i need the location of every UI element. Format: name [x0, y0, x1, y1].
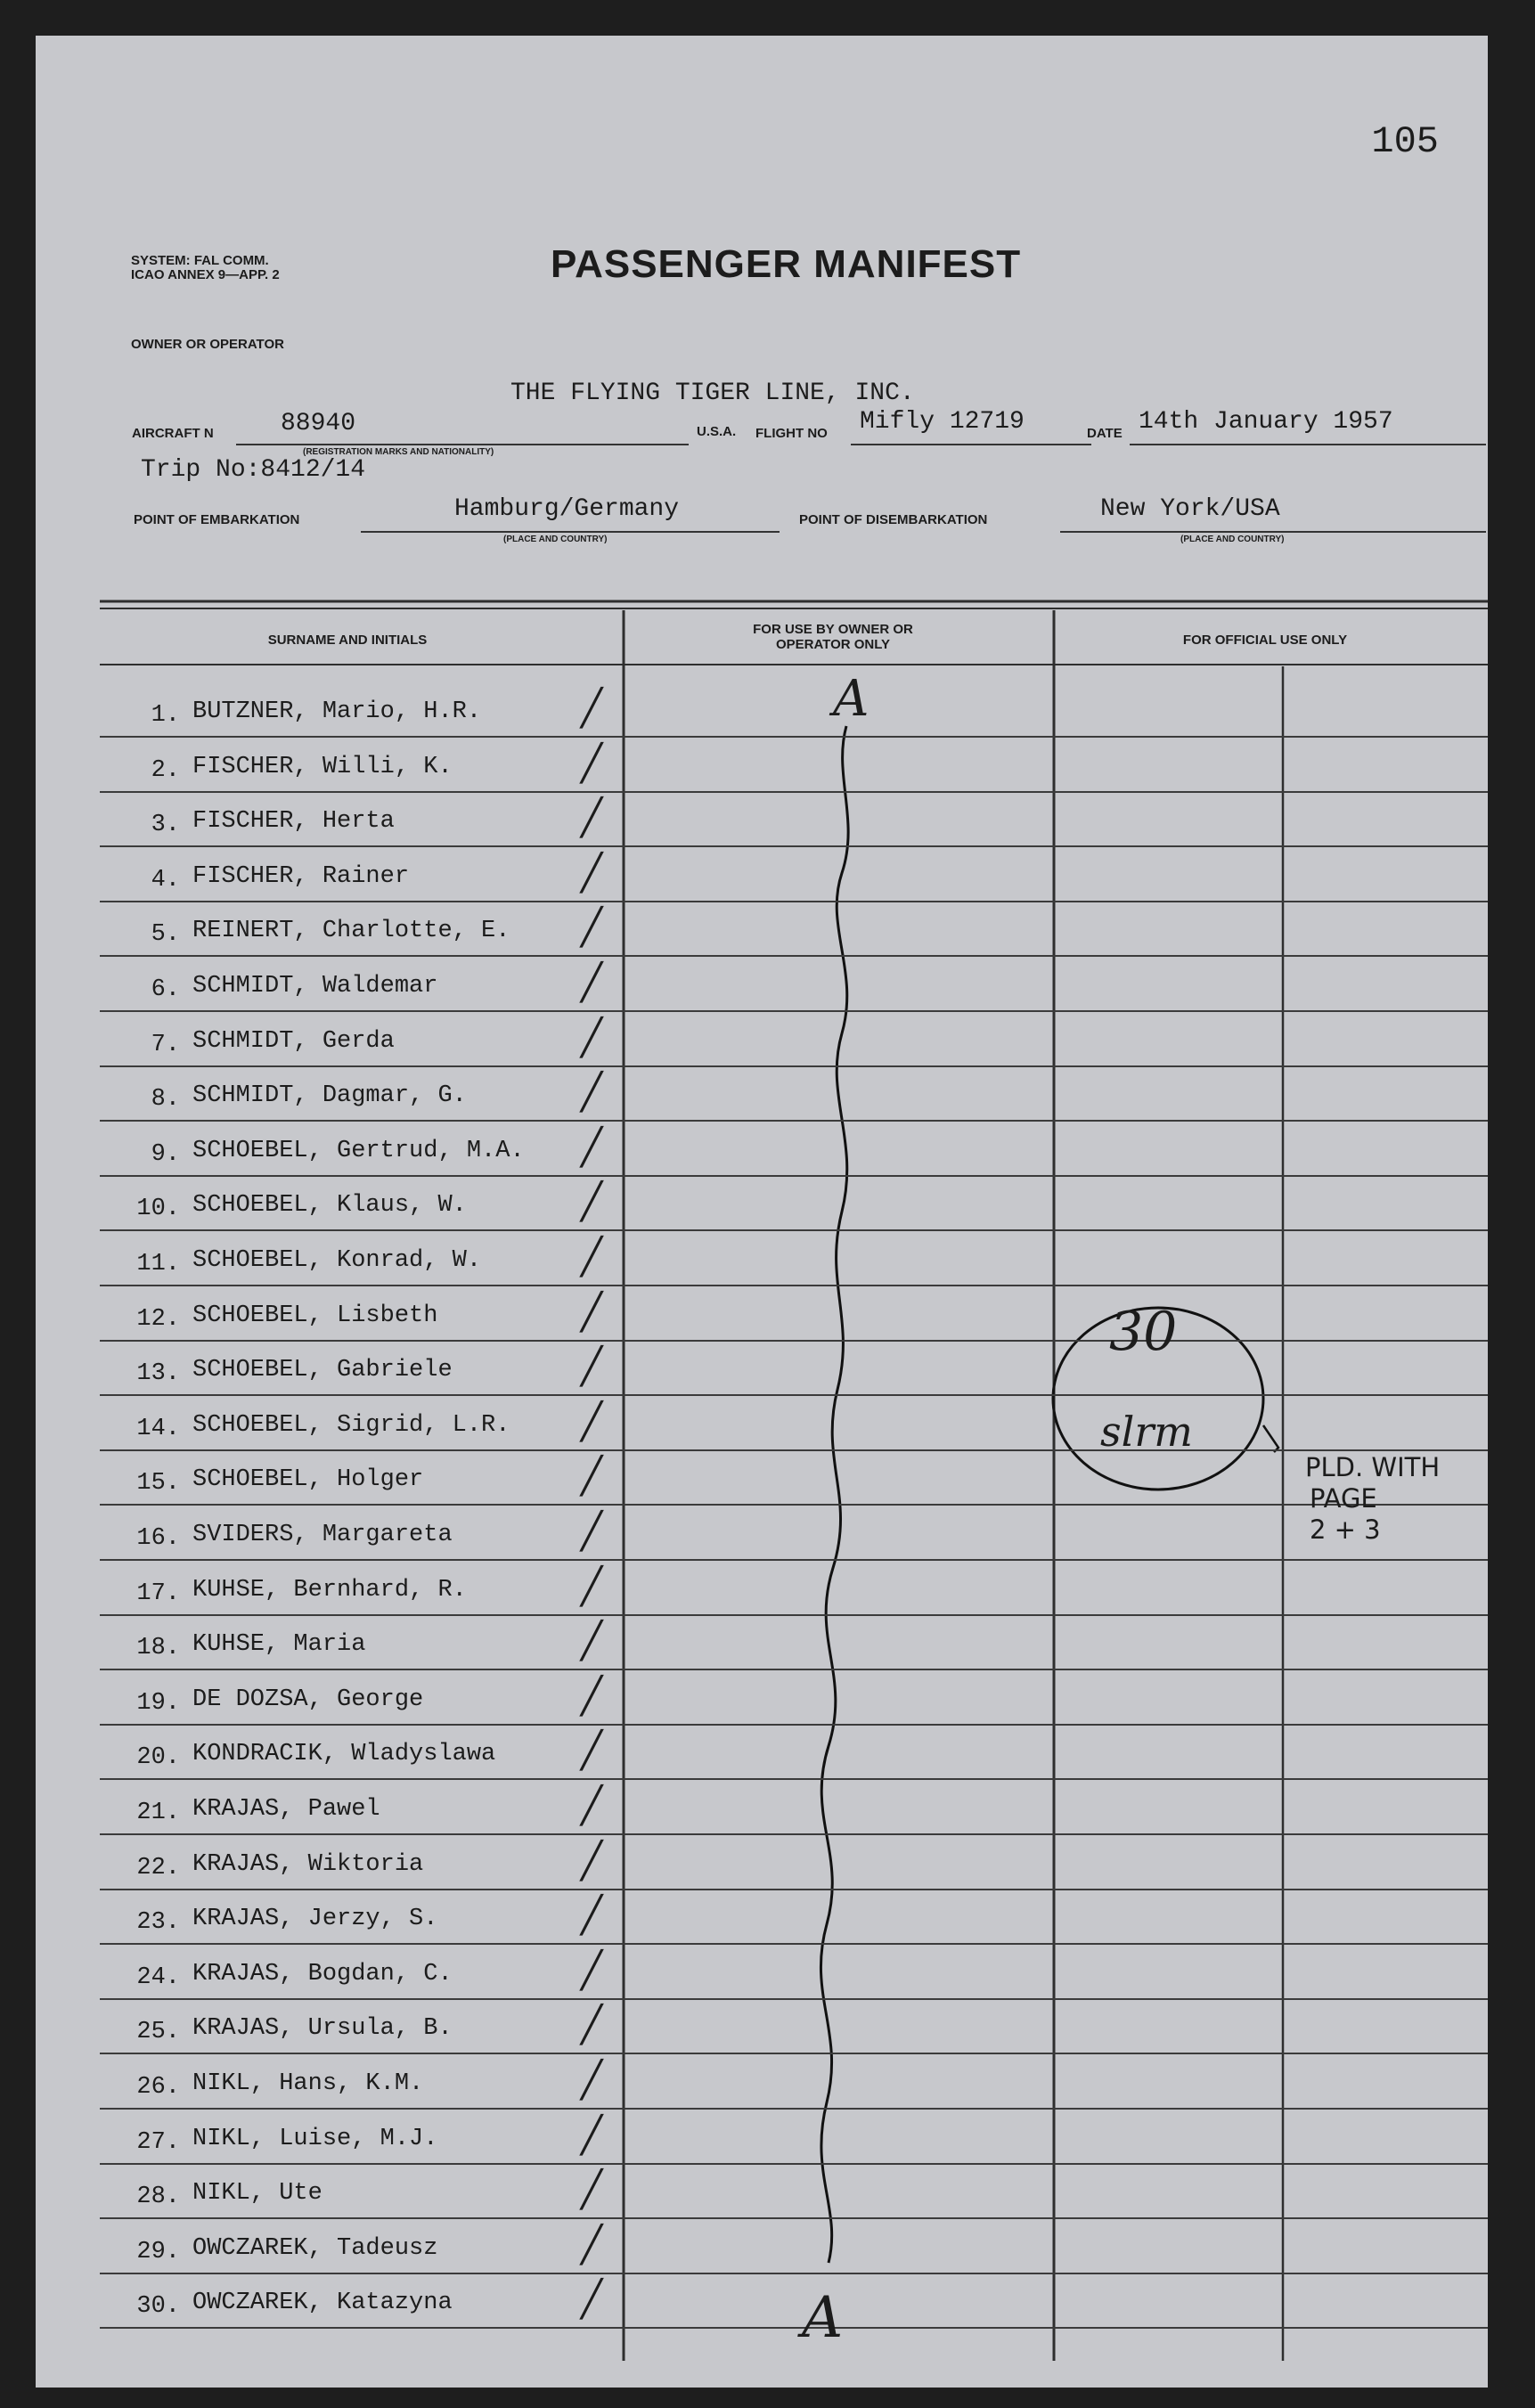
check-mark-icon: ╱ [581, 1181, 603, 1223]
check-mark-icon: ╱ [581, 962, 603, 1003]
flight-value: Mifly 12719 [860, 408, 1025, 436]
passenger-number: 1. [151, 702, 180, 729]
check-mark-icon: ╱ [581, 1785, 603, 1826]
column-header-owner: FOR USE BY OWNER OR OPERATOR ONLY [753, 622, 913, 652]
disembarkation-label: POINT OF DISEMBARKATION [799, 512, 988, 527]
owner-mark-bottom: A [802, 2285, 844, 2351]
note-line-1: PLD. WITH [1305, 1452, 1441, 1482]
aircraft-value: 88940 [281, 410, 356, 437]
row-rule [100, 1340, 1488, 1342]
passenger-name: FISCHER, Herta [192, 808, 395, 836]
passenger-name: KRAJAS, Wiktoria [192, 1850, 424, 1878]
passenger-name: SCHOEBEL, Lisbeth [192, 1302, 438, 1329]
passenger-number: 2. [151, 756, 180, 784]
passenger-number: 19. [136, 1689, 180, 1717]
check-mark-icon: ╱ [581, 1072, 603, 1114]
check-mark-icon: ╱ [581, 1456, 603, 1498]
check-mark-icon: ╱ [581, 852, 603, 894]
passenger-number: 21. [136, 1800, 180, 1826]
passenger-name: REINERT, Charlotte, E. [192, 918, 510, 945]
check-mark-icon: ╱ [581, 1949, 603, 1991]
check-mark-icon: ╱ [581, 1237, 603, 1277]
passenger-number: 22. [136, 1854, 180, 1882]
check-mark-icon: ╱ [581, 2114, 603, 2156]
passenger-name: NIKL, Ute [192, 2180, 323, 2208]
row-rule [100, 1229, 1488, 1231]
system-line-2: ICAO ANNEX 9—APP. 2 [131, 267, 280, 282]
row-rule [100, 1504, 1488, 1506]
passenger-number: 7. [151, 1031, 180, 1058]
page-number: 105 [1371, 120, 1439, 163]
row-rule [100, 1889, 1488, 1890]
row-rule [100, 2327, 1488, 2329]
row-rule [100, 1285, 1488, 1286]
trip-number: Trip No:8412/14 [141, 456, 366, 484]
passenger-name: SCHOEBEL, Sigrid, L.R. [192, 1411, 510, 1439]
passenger-number: 24. [136, 1963, 180, 1991]
check-mark-icon: ╱ [581, 1400, 603, 1442]
passenger-name: FISCHER, Willi, K. [192, 753, 453, 780]
owner-value: THE FLYING TIGER LINE, INC. [510, 380, 915, 407]
passenger-name: BUTZNER, Mario, H.R. [192, 698, 482, 725]
passenger-name: KRAJAS, Bogdan, C. [192, 1960, 453, 1988]
passenger-number: 16. [136, 1525, 180, 1552]
row-rule [100, 1394, 1488, 1396]
check-mark-icon: ╱ [581, 1126, 603, 1168]
embarkation-caption: (PLACE AND COUNTRY) [503, 535, 608, 544]
row-rule [100, 955, 1488, 957]
passenger-name: SCHOEBEL, Gabriele [192, 1357, 453, 1384]
manifest-sheet [36, 36, 1488, 2388]
check-mark-icon: ╱ [581, 1346, 603, 1388]
row-rule [100, 2217, 1488, 2219]
passenger-name: SVIDERS, Margareta [192, 1522, 453, 1548]
passenger-name: SCHOEBEL, Gertrud, M.A. [192, 1137, 525, 1164]
row-rule [100, 1010, 1488, 1012]
passenger-number: 14. [136, 1415, 180, 1442]
check-mark-icon: ╱ [581, 1675, 603, 1717]
passenger-name: SCHMIDT, Dagmar, G. [192, 1082, 467, 1110]
row-rule [100, 1120, 1488, 1122]
passenger-name: NIKL, Luise, M.J. [192, 2125, 438, 2152]
check-mark-icon: ╱ [581, 2224, 603, 2265]
note-line-3: 2 + 3 [1310, 1514, 1381, 1545]
passenger-name: KRAJAS, Pawel [192, 1796, 380, 1823]
passenger-name: OWCZAREK, Tadeusz [192, 2234, 438, 2262]
passenger-number: 28. [136, 2184, 180, 2211]
passenger-number: 9. [151, 1140, 180, 1168]
check-mark-icon: ╱ [581, 2169, 603, 2211]
check-mark-icon: ╱ [581, 2279, 603, 2321]
check-mark-icon: ╱ [581, 2060, 603, 2101]
check-mark-icon: ╱ [581, 1620, 603, 1662]
row-rule [100, 791, 1488, 793]
row-rule [100, 2053, 1488, 2054]
check-mark-icon: ╱ [581, 907, 603, 949]
passenger-name: SCHOEBEL, Holger [192, 1466, 424, 1494]
aircraft-label: AIRCRAFT N [132, 426, 214, 441]
passenger-name: KONDRACIK, Wladyslawa [192, 1741, 496, 1768]
passenger-number: 3. [151, 812, 180, 839]
passenger-number: 25. [136, 2019, 180, 2046]
form-title: PASSENGER MANIFEST [551, 242, 1022, 286]
circled-count: 30 [1109, 1301, 1178, 1363]
passenger-number: 18. [136, 1635, 180, 1662]
passenger-number: 12. [136, 1305, 180, 1333]
passenger-name: KUHSE, Maria [192, 1631, 366, 1659]
row-rule [100, 1559, 1488, 1561]
row-rule [100, 2108, 1488, 2110]
registration-caption: (REGISTRATION MARKS AND NATIONALITY) [303, 447, 494, 457]
passenger-number: 15. [136, 1470, 180, 1498]
row-rule [100, 1833, 1488, 1835]
disembarkation-caption: (PLACE AND COUNTRY) [1180, 535, 1285, 544]
check-mark-icon: ╱ [581, 1565, 603, 1607]
passenger-name: SCHOEBEL, Klaus, W. [192, 1192, 467, 1220]
row-rule [100, 1175, 1488, 1177]
row-rule [100, 1943, 1488, 1945]
row-rule [100, 1449, 1488, 1451]
flight-label: FLIGHT NO [755, 426, 828, 441]
passenger-name: OWCZAREK, Katazyna [192, 2290, 453, 2317]
passenger-number: 26. [136, 2074, 180, 2101]
row-rule [100, 901, 1488, 902]
check-mark-icon: ╱ [581, 1730, 603, 1772]
passenger-number: 8. [151, 1086, 180, 1114]
check-mark-icon: ╱ [581, 797, 603, 839]
passenger-number: 23. [136, 1909, 180, 1937]
check-mark-icon: ╱ [581, 2004, 603, 2046]
passenger-name: KRAJAS, Ursula, B. [192, 2015, 453, 2043]
date-label: DATE [1087, 426, 1123, 441]
passenger-number: 13. [136, 1360, 180, 1388]
note-line-2: PAGE [1310, 1483, 1377, 1514]
passenger-name: SCHMIDT, Gerda [192, 1027, 395, 1055]
passenger-number: 4. [151, 866, 180, 894]
check-mark-icon: ╱ [581, 1895, 603, 1937]
passenger-number: 6. [151, 976, 180, 1003]
system-line-1: SYSTEM: FAL COMM. [131, 253, 269, 268]
row-rule [100, 1998, 1488, 2000]
row-rule [100, 2163, 1488, 2165]
check-mark-icon: ╱ [581, 1016, 603, 1058]
usa-label: U.S.A. [697, 424, 737, 439]
check-mark-icon: ╱ [581, 1840, 603, 1882]
passenger-number: 27. [136, 2128, 180, 2156]
passenger-number: 20. [136, 1744, 180, 1772]
passenger-name: SCHOEBEL, Konrad, W. [192, 1247, 482, 1274]
check-mark-icon: ╱ [581, 688, 603, 729]
owner-label: OWNER OR OPERATOR [131, 337, 284, 352]
embarkation-label: POINT OF EMBARKATION [134, 512, 300, 527]
passenger-number: 5. [151, 921, 180, 949]
row-rule [100, 1065, 1488, 1067]
owner-mark-top: A [833, 670, 870, 728]
check-mark-icon: ╱ [581, 1291, 603, 1333]
check-mark-icon: ╱ [581, 742, 603, 784]
column-header-official: FOR OFFICIAL USE ONLY [1182, 633, 1348, 648]
check-mark-icon: ╱ [581, 1511, 603, 1552]
date-value: 14th January 1957 [1139, 408, 1393, 436]
passenger-name: DE DOZSA, George [192, 1686, 424, 1713]
row-rule [100, 736, 1488, 738]
passenger-number: 29. [136, 2238, 180, 2265]
row-rule [100, 2273, 1488, 2274]
passenger-name: SCHMIDT, Waldemar [192, 973, 438, 1000]
disembarkation-value: New York/USA [1100, 495, 1280, 523]
passenger-name: KRAJAS, Jerzy, S. [192, 1906, 438, 1933]
row-rule [100, 1614, 1488, 1616]
row-rule [100, 1669, 1488, 1670]
passenger-name: NIKL, Hans, K.M. [192, 2070, 424, 2097]
row-rule [100, 1778, 1488, 1780]
column-header-surname: SURNAME AND INITIALS [267, 633, 428, 648]
row-rule [100, 1724, 1488, 1726]
passenger-number: 30. [136, 2293, 180, 2321]
passenger-name: KUHSE, Bernhard, R. [192, 1576, 467, 1604]
passenger-number: 10. [136, 1196, 180, 1223]
passenger-number: 11. [136, 1251, 180, 1277]
row-rule [100, 845, 1488, 847]
circled-scribble: slrm [1100, 1408, 1193, 1456]
embarkation-value: Hamburg/Germany [454, 495, 680, 523]
passenger-number: 17. [136, 1579, 180, 1607]
passenger-name: FISCHER, Rainer [192, 862, 410, 890]
